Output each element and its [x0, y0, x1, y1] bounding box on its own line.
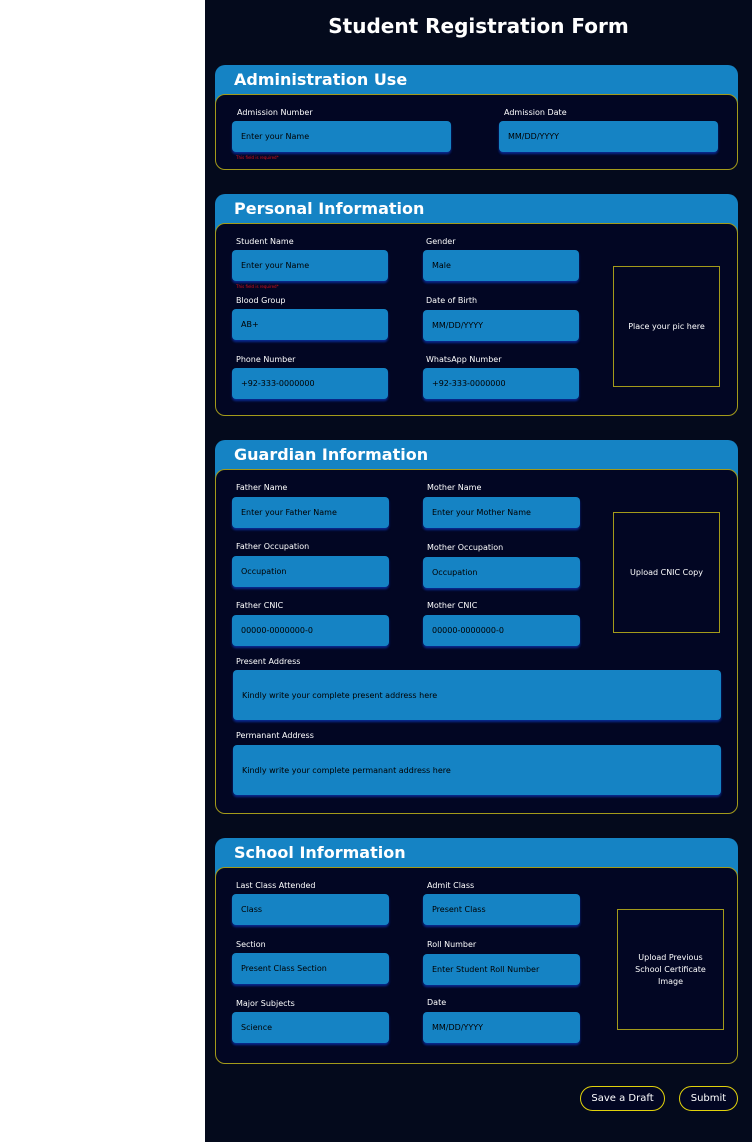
- section-header-personal: Personal Information: [215, 194, 738, 234]
- father-occupation-label: Father Occupation: [236, 542, 310, 551]
- gender-select[interactable]: Male: [423, 250, 579, 281]
- dob-label: Date of Birth: [426, 296, 478, 305]
- section-header-administration: Administration Use: [215, 65, 738, 105]
- father-cnic-label: Father CNIC: [236, 601, 284, 610]
- permanent-address-label: Permanant Address: [236, 731, 314, 740]
- father-cnic-input[interactable]: 00000-0000000-0: [232, 615, 389, 646]
- blood-group-select[interactable]: AB+: [232, 309, 388, 340]
- mother-cnic-input[interactable]: 00000-0000000-0: [423, 615, 580, 646]
- mother-name-label: Mother Name: [427, 483, 482, 492]
- permanent-address-textarea[interactable]: Kindly write your complete permanant address here: [233, 745, 721, 795]
- admit-class-label: Admit Class: [427, 881, 475, 890]
- phone-label: Phone Number: [236, 355, 296, 364]
- mother-occupation-label: Mother Occupation: [427, 543, 504, 552]
- subjects-select[interactable]: Science: [232, 1012, 389, 1043]
- blood-group-label: Blood Group: [236, 296, 286, 305]
- last-class-input[interactable]: Class: [232, 894, 389, 925]
- page-title: Student Registration Form: [328, 14, 629, 38]
- mother-name-input[interactable]: Enter your Mother Name: [423, 497, 580, 528]
- section-label: Section: [236, 940, 266, 949]
- roll-number-input[interactable]: Enter Student Roll Number: [423, 954, 580, 985]
- cnic-upload[interactable]: Upload CNIC Copy: [613, 512, 720, 633]
- roll-number-label: Roll Number: [427, 940, 477, 949]
- father-name-input[interactable]: Enter your Father Name: [232, 497, 389, 528]
- mother-cnic-label: Mother CNIC: [427, 601, 478, 610]
- gender-label: Gender: [426, 237, 456, 246]
- error-message: This field is required*: [236, 155, 279, 160]
- date-label: Date: [427, 998, 447, 1007]
- father-occupation-input[interactable]: Occupation: [232, 556, 389, 587]
- date-input[interactable]: MM/DD/YYYY: [423, 1012, 580, 1043]
- student-name-input[interactable]: Enter your Name: [232, 250, 388, 281]
- photo-upload[interactable]: Place your pic here: [613, 266, 720, 387]
- mother-occupation-input[interactable]: Occupation: [423, 557, 580, 588]
- admission-number-input[interactable]: Enter your Name: [232, 121, 451, 152]
- section-input[interactable]: Present Class Section: [232, 953, 389, 984]
- whatsapp-input[interactable]: +92-333-0000000: [423, 368, 579, 399]
- student-name-label: Student Name: [236, 237, 294, 246]
- section-header-school: School Information: [215, 838, 738, 878]
- phone-input[interactable]: +92-333-0000000: [232, 368, 388, 399]
- save-draft-button[interactable]: Save a Draft: [580, 1086, 665, 1111]
- submit-button[interactable]: Submit: [679, 1086, 738, 1111]
- certificate-upload[interactable]: Upload Previous School Certificate Image: [617, 909, 724, 1030]
- dob-input[interactable]: MM/DD/YYYY: [423, 310, 579, 341]
- error-message: This field is required*: [236, 284, 279, 289]
- father-name-label: Father Name: [236, 483, 288, 492]
- admission-date-label: Admission Date: [504, 108, 567, 117]
- admission-number-label: Admission Number: [237, 108, 313, 117]
- admission-date-input[interactable]: MM/DD/YYYY: [499, 121, 718, 152]
- present-address-textarea[interactable]: Kindly write your complete present address here: [233, 670, 721, 720]
- present-address-label: Present Address: [236, 657, 301, 666]
- last-class-label: Last Class Attended: [236, 881, 316, 890]
- section-header-guardian: Guardian Information: [215, 440, 738, 480]
- admit-class-input[interactable]: Present Class: [423, 894, 580, 925]
- whatsapp-label: WhatsApp Number: [426, 355, 502, 364]
- subjects-label: Major Subjects: [236, 999, 295, 1008]
